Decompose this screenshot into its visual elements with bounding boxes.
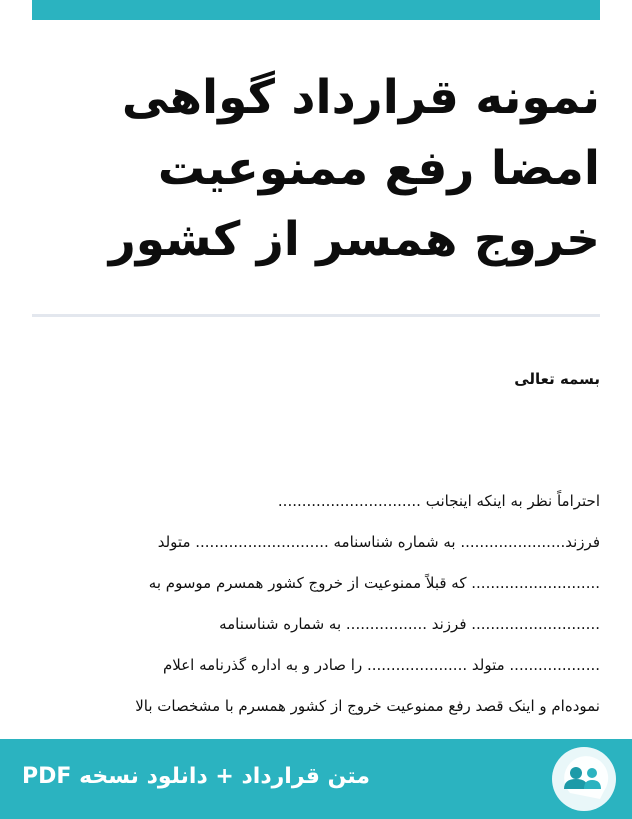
body-line: ................... متولد ..................... را صادر و به اداره گذرنامه اعلام xyxy=(162,656,600,674)
body-line: ........................... فرزند ................. به شماره شناسنامه xyxy=(219,615,600,633)
title-line: نمونه قرارداد گواهی xyxy=(121,70,600,125)
body-line: ........................... که قبلاً ممنوعیت از خروج کشور همسرم موسوم به xyxy=(148,574,600,592)
document-heading: بسمه تعالی xyxy=(514,370,600,388)
body-line: احتراماً نظر به اینکه اینجانب .............................. xyxy=(277,492,600,510)
body-line: فرزند...................... به شماره شناسنامه ............................ متولد xyxy=(157,533,600,551)
divider xyxy=(32,314,600,317)
title-line: خروج همسر از کشور xyxy=(108,212,600,267)
top-accent-bar xyxy=(32,0,600,20)
body-line: نموده‌ام و اینک قصد رفع ممنوعیت خروج از کشور همسرم با مشخصات بالا xyxy=(135,697,600,715)
page-title xyxy=(40,62,600,275)
footer-banner[interactable] xyxy=(0,739,632,819)
contract-body xyxy=(32,485,600,772)
title-line: امضا رفع ممنوعیت xyxy=(157,141,600,196)
users-chat-icon xyxy=(552,747,616,811)
download-pdf-link[interactable]: متن قرارداد + دانلود نسخه PDF xyxy=(22,764,370,789)
